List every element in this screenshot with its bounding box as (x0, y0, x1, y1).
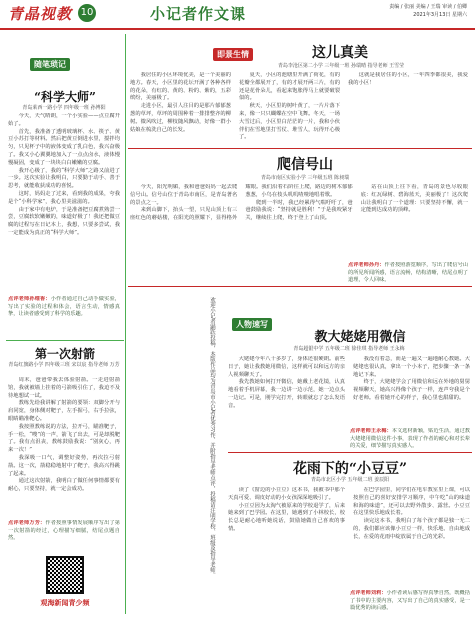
article-tag: 即景生情 (213, 48, 253, 61)
newspaper-logo: 青晶视教 (8, 5, 73, 23)
article-title: 教大姥姥用微信 (314, 330, 406, 345)
article-body (228, 487, 470, 587)
date-line: 2021年3月13日 星期六 (413, 12, 467, 18)
paragraph: 来到山脚下，抬头一望，只见山顶上有三座红色的蘑菇楼，在阳光的照耀下，显得格外耀眼。我们沿着石阶往上爬，路边的树木郁郁葱葱，小鸟在枝头叽叽喳喳地唱着歌。 (130, 184, 353, 222)
article-body (130, 184, 468, 260)
article-body (8, 377, 120, 517)
paragraph: 通过这次射箭，我明白了做任何事情都要有耐心，只要坚持，就一定会成功。 (8, 478, 120, 493)
article-title: 这儿真美 (312, 45, 368, 61)
comment-text: 作者按照事情发展顺序写出了第一次射箭的经过，心理描写细腻，结尾点题自然。 (8, 520, 120, 541)
paragraph: 在巴学园里，同学们在电车教室里上课，可以按照自己的喜好安排学习顺序，中午吃“山的味道和海的味道”，还可以去野外散步、露营。小豆豆在这里快乐地成长着。 (353, 487, 470, 517)
paragraph: 站在山顶上往下看，青岛的景色尽收眼底：红瓦绿树、碧海蓝天，美丽极了！这次爬山让我明白了一个道理：只要坚持不懈，就一定能到达成功的顶峰。 (360, 184, 468, 214)
article-body (228, 356, 470, 426)
article-byline: 青岛李沧区第二小学 三年级一班 孙瑞晴 指导老师 王雪莹 (277, 63, 405, 69)
comment-text: 本文选材新颖，贴近生活，通过教大姥姥用微信这件小事，表现了作者的耐心和对长辈的关爱，细节描写真实感人。 (350, 428, 470, 449)
paragraph: 今天，阳光明媚，我和爸爸妈妈一起去爬信号山。信号山位于青岛市南区，是青岛著名的景点之一。 (130, 184, 238, 206)
divider (228, 452, 472, 453)
teacher-comment (8, 296, 120, 334)
paragraph: 爬到一半时，我已经累得气喘吁吁了，爸爸鼓励我说：“坚持就是胜利！”于是我咬紧牙关，继续往上爬，终于登上了山顶。 (245, 199, 353, 222)
article-title: 第一次射箭 (34, 347, 95, 361)
article-byline: 青岛超银中学 五年级二班 徐佳琪 指导老师 王永梅 (293, 346, 405, 352)
article-body (348, 72, 468, 144)
paragraph: 秋天，小区里的树叶黄了，一片片落下来，像一只只蝴蝶在空中飞舞。冬天，一场大雪过后，小区里白茫茫的一片，我和小伙伴们在雪地里打雪仗、堆雪人，玩得开心极了。 (239, 103, 340, 141)
sidebar-text: 欢迎小记者踊跃投稿，本版作品均为青岛市小记者优秀习作，并附指导老师点评，投稿请注明学校、班级及指导老师。 (209, 296, 215, 578)
comment-text: 小作者读后感写得真挚自然，既概括了书中的主要内容，又写出了自己的真实感受，是一篇优秀的读后感。 (350, 590, 470, 611)
paragraph: 我先教她如何打开微信，她戴上老花镜，认真地看着手机屏幕，我一边讲一边示范，她一边点头一边记。可是，刚学完打开，转眼就忘了怎么发语音。 (228, 379, 345, 409)
paragraph: 这就是我居住的小区，一年四季都很美，我爱我的小区！ (348, 72, 468, 86)
paragraph: 夏天，小区的池塘里开满了荷花，有的花瓣全都展开了，有的才展开两三片，有的还是花骨朵儿，看起来饱胀得马上就要破裂似的。 (239, 72, 340, 102)
qr-caption: 观海新闻青少频 (40, 599, 90, 607)
divider (6, 340, 124, 341)
paragraph: 我居住的小区环境优美，是一个美丽的地方。春天，小区里的花坛开满了各种各样的花朵，有红的、黄的、粉的、紫的，五彩缤纷，美丽极了。 (130, 72, 231, 102)
paragraph: 教练先给我讲解了射箭的要领：双脚分开与肩同宽，身体侧对靶子，左手握弓，右手拉弦，眼睛瞄准靶心。 (8, 400, 120, 422)
article-title: 花雨下的“小豆豆” (292, 461, 408, 477)
article-tag: 人物速写 (232, 318, 272, 331)
article-byline: 青岛市南区实验小学 三年级五班 陈昶瑞 (260, 175, 350, 181)
article-tag: 随笔琐记 (30, 58, 70, 71)
teacher-comment (8, 520, 120, 550)
paragraph: 周末，爸爸带我去体验射箭。一走进射箭馆，我就被墙上挂着的弓箭吸引住了，我迫不及待地想试一试。 (8, 377, 120, 399)
qr-code[interactable] (46, 556, 84, 594)
editors-line: 责编 / 张丽 美编 / 王瑞 审读 / 伯卿 (389, 4, 467, 10)
paragraph: 走进小区，最引人注目的是那片郁郁葱葱的草坪，草坪的周围种着一排排整齐的柳树。微风吹过，柳枝随风飘动，好像一群小姑娘在梳洗自己的长发。 (130, 103, 231, 133)
paragraph: 今天，天气晴朗，一个小实验——点豆腐开始了。 (8, 113, 120, 127)
article-title: 爬信号山 (277, 157, 333, 173)
paragraph: 读完这本书，我明白了每个孩子都是独一无二的，我们都应该像小豆豆一样，快乐地、自由地成长，在爱的花雨中绽放属于自己的光彩。 (353, 518, 470, 540)
comment-text: 作者按照游览顺序，写出了爬信号山的所见所闻所感，语言流畅，结构清晰，结尾点明了道理，令人回味。 (348, 262, 468, 283)
comment-text: 小作者通过自己动手做实验，写出了实验的过程和体会，语言生动，情感真挚，让读者感受到了科学的乐趣。 (8, 296, 120, 317)
paragraph: 我开心极了，我的“科学大师”之路又前进了一步。这次实验让我明白，只要勤于动手、善于思考，就能收获成功的喜悦。 (8, 167, 120, 190)
masthead (0, 0, 475, 30)
paragraph: 大姥姥今年八十多岁了，身体还很硬朗。前些日子，她让我教她用微信，这样就可以和远方的亲人视频聊天了。 (228, 356, 345, 378)
comment-label: 点评老师孙维香： (8, 296, 51, 302)
paragraph: 我按照教练说的方法，拉开弓，瞄准靶子，手一松，“嗖”的一声，箭飞了出去，可是却脱靶了。我有点沮丧，教练鼓励我说：“别灰心，再来一次！” (8, 423, 120, 454)
article-title: “科学大师” (34, 90, 96, 104)
article-body (130, 72, 340, 144)
comment-label: 点评老师刘莉： (350, 590, 387, 596)
section-title: 小记者作文课 (150, 5, 247, 23)
page-number: 10 (78, 4, 96, 22)
editors-info (389, 3, 467, 19)
sidebar-vertical-text (209, 282, 225, 592)
teacher-comment (348, 262, 468, 284)
paragraph: 读了《窗边的小豆豆》这本书，我被书中那个天真可爱、调皮好动的小女孩深深地吸引了。 (228, 487, 345, 501)
paragraph: 终于，大姥姥学会了用微信和远在外地的舅舅视频聊天，她高兴得像个孩子一样，连声夸我是个好老师。看着她开心的样子，我心里也甜甜的。 (353, 379, 470, 401)
paragraph: 由于家中有电炉，于是准备把豆腐煮熟尝一尝，豆腐软软嫩嫩的，味道好极了！我还把做豆腐的过程写在日记本上，我想，只要多尝试，我一定能成为真正的“科学大师”。 (8, 206, 120, 236)
article-byline: 青岛红旗路小学 四年级三班 宋以宸 指导老师 万芳 (8, 362, 120, 368)
paragraph: 小豆豆因为太淘气被原来的学校退学了，后来她来到了巴学园。在这里，她遇到了小林校长，校长总是耐心地听她说话，鼓励她做自己喜欢的事情。 (228, 502, 345, 532)
paragraph: 我深吸一口气，调整好姿势，再次拉弓射箭。这一次，箭稳稳地射中了靶子，我高兴得跳了起来。 (8, 454, 120, 477)
paragraph: 这时，妈妈走了过来，看到我的成果，夸我是个“小科学家”，我心里美滋滋的。 (8, 190, 120, 205)
paragraph: 我没有着急，而是一遍又一遍地耐心教她。大姥姥也很认真，拿出一个小本子，把步骤一条一条地记下来。 (353, 356, 470, 378)
teacher-comment (350, 428, 470, 450)
article-byline: 青岛市北区小学 五年级二班 姜辰阳 (310, 477, 390, 483)
comment-label: 点评老师王永梅： (350, 428, 392, 434)
divider (128, 148, 472, 149)
article-body (8, 113, 120, 293)
comment-label: 点评老师万芳： (8, 520, 46, 526)
paragraph: 首先，我准备了透明玻璃杯、水、筷子、黄豆小苏打等材料。然后把黄豆倒进水里，搅拌均匀，只见杯子中的液体变成了乳白色，我兴奋极了。我又小心翼翼地加入了一点点卤水，液体慢慢凝固，变成了一块块白白嫩嫩的豆腐。 (8, 128, 120, 166)
article-byline: 青岛莱西一路小学 四年级一班 孙博阳 (22, 105, 106, 111)
comment-label: 点评老师孙丹： (348, 262, 385, 268)
divider (128, 286, 472, 287)
teacher-comment (350, 590, 470, 616)
column-divider (125, 34, 126, 614)
